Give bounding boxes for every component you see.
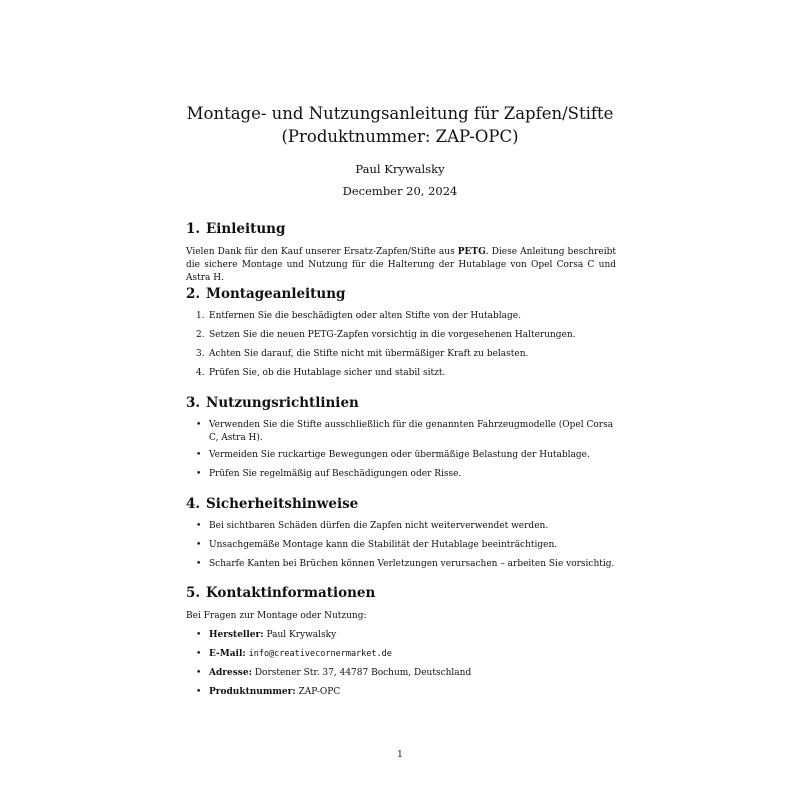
produkt-value: ZAP-OPC	[298, 687, 341, 697]
section-number: 1.	[186, 221, 201, 237]
bullet-icon: •	[196, 687, 202, 697]
intro-material: PETG	[457, 247, 486, 257]
page-number: 1	[397, 750, 403, 760]
section-heading-sicherheitshinweise	[186, 496, 358, 512]
list-item-text: Verwenden Sie die Stifte ausschließlich für die genannten Fahrzeugmodelle (Opel Corsa C, Astra H).	[209, 420, 614, 443]
list-item-text: Bei sichtbaren Schäden dürfen die Zapfen nicht weiterverwendet werden.	[209, 521, 549, 531]
email-label: E-Mail:	[209, 649, 246, 659]
list-item-text: Setzen Sie die neuen PETG-Zapfen vorsichtig in die vorgesehenen Halterungen.	[209, 330, 576, 340]
bullet-icon: •	[196, 630, 202, 640]
section-heading-montageanleitung	[186, 286, 346, 302]
list-number: 2.	[196, 330, 205, 340]
section-number: 3.	[186, 395, 201, 411]
adresse-value: Dorstener Str. 37, 44787 Bochum, Deutschland	[254, 668, 472, 678]
adresse-label: Adresse:	[209, 668, 252, 678]
bullet-icon: •	[196, 420, 202, 430]
intro-paragraph	[186, 246, 616, 285]
list-item-text: Prüfen Sie, ob die Hutablage sicher und stabil sitzt.	[209, 368, 446, 378]
list-item-text: Prüfen Sie regelmäßig auf Beschädigungen oder Risse.	[209, 469, 462, 479]
date: December 20, 2024	[342, 184, 458, 198]
section-heading-nutzungsrichtlinien	[186, 395, 359, 411]
kontakt-intro: Bei Fragen zur Montage oder Nutzung:	[186, 611, 367, 621]
list-item-text: Scharfe Kanten bei Brüchen können Verletzungen verursachen – arbeiten Sie vorsichtig.	[209, 559, 615, 569]
list-number: 3.	[196, 349, 205, 359]
email-link[interactable]: info@creativecornermarket.de	[248, 649, 392, 659]
list-number: 4.	[196, 368, 205, 378]
list-number: 1.	[196, 311, 205, 321]
list-item-text	[209, 648, 616, 661]
list-item-text	[209, 629, 616, 642]
list-item-text: Vermeiden Sie ruckartige Bewegungen oder übermäßige Belastung der Hutablage.	[209, 450, 590, 460]
bullet-icon: •	[196, 450, 202, 460]
bullet-icon: •	[196, 521, 202, 531]
section-heading-kontaktinformationen	[186, 585, 375, 601]
produkt-label: Produktnummer:	[209, 687, 296, 697]
section-number: 5.	[186, 585, 201, 601]
section-title: Montageanleitung	[206, 286, 346, 302]
list-item-text	[209, 667, 616, 680]
document-title	[0, 102, 800, 148]
section-title: Einleitung	[206, 221, 286, 237]
list-item-text: Unsachgemäße Montage kann die Stabilität der Hutablage beeinträchtigen.	[209, 540, 558, 550]
list-item-text	[209, 686, 616, 699]
bullet-icon: •	[196, 469, 202, 479]
intro-text-post: . Diese Anleitung beschreibt die sichere Montage und Nutzung für die Halterung der Hutablage von Opel Corsa C und Astra H.	[186, 247, 616, 283]
section-number: 4.	[186, 496, 201, 512]
section-number: 2.	[186, 286, 201, 302]
section-title: Nutzungsrichtlinien	[206, 395, 359, 411]
bullet-icon: •	[196, 649, 202, 659]
title-line-2: (Produktnummer: ZAP-OPC)	[281, 127, 519, 146]
author: Paul Krywalsky	[355, 162, 445, 176]
title-line-1: Montage- und Nutzungsanleitung für Zapfen/Stifte	[186, 104, 614, 123]
list-item-text: Achten Sie darauf, die Stifte nicht mit übermäßiger Kraft zu belasten.	[209, 349, 529, 359]
bullet-icon: •	[196, 559, 202, 569]
bullet-icon: •	[196, 540, 202, 550]
hersteller-value: Paul Krywalsky	[266, 630, 337, 640]
list-item-text: Entfernen Sie die beschädigten oder alten Stifte von der Hutablage.	[209, 311, 521, 321]
hersteller-label: Hersteller:	[209, 630, 264, 640]
section-heading-einleitung	[186, 221, 285, 237]
intro-text-pre: Vielen Dank für den Kauf unserer Ersatz-Zapfen/Stifte aus	[186, 247, 458, 257]
section-title: Sicherheitshinweise	[206, 496, 359, 512]
section-title: Kontaktinformationen	[206, 585, 376, 601]
bullet-icon: •	[196, 668, 202, 678]
